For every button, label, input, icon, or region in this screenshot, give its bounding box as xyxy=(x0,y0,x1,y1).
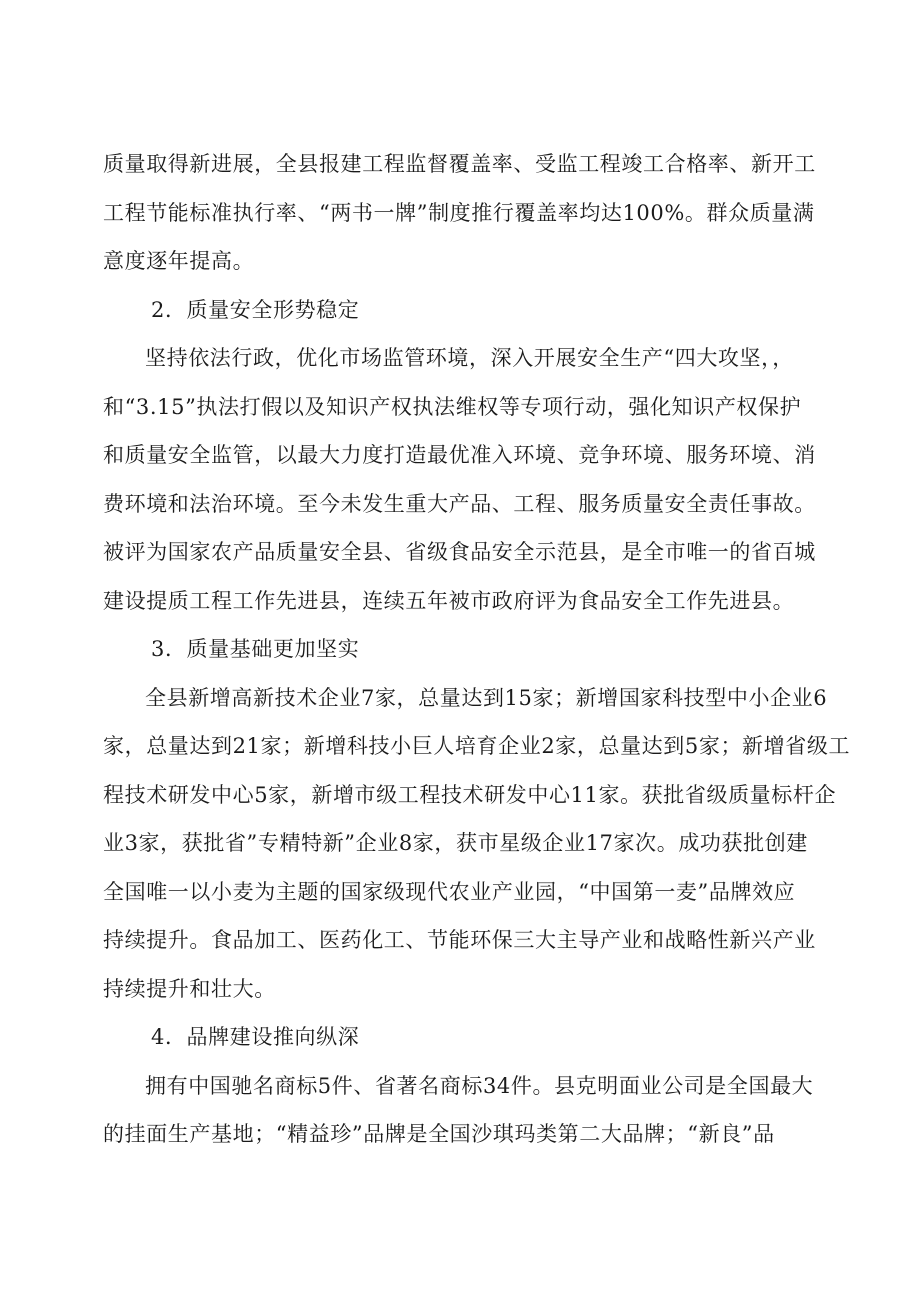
paragraph-line: 建设提质工程工作先进县，连续五年被市政府评为食品安全工作先进县。 xyxy=(103,588,795,613)
paragraph-line: 全县新增高新技术企业7家，总量达到15家；新增国家科技型中小企业6 xyxy=(145,685,828,710)
section-heading: 3．质量基础更加坚实 xyxy=(151,637,360,661)
paragraph-line: 意度逐年提高。 xyxy=(103,249,255,273)
document-body xyxy=(103,146,851,1165)
paragraph-line: 的挂面生产基地；“精益珍”品牌是全国沙琪玛类第二大品牌；“新良”品 xyxy=(103,1122,775,1146)
paragraph-line: 坚持依法行政，优化市场监管环境，深入开展安全生产“四大攻坚，， xyxy=(145,346,794,370)
paragraph-line: 业3家，获批省”专精特新”企业8家，获市星级企业17家次。成功获批创建 xyxy=(103,831,808,855)
section-heading: 2．质量安全形势稳定 xyxy=(151,297,360,322)
paragraph-line: 全国唯一以小麦为主题的国家级现代农业产业园，“中国第一麦”品牌效应 xyxy=(103,879,796,904)
paragraph-line: 被评为国家农产品质量安全县、省级食品安全示范县，是全市唯一的省百城 xyxy=(103,540,816,564)
paragraph-line: 持续提升和壮大。 xyxy=(103,976,276,1001)
paragraph-line: 持续提升。食品加工、医药化工、节能环保三大主导产业和战略性新兴产业 xyxy=(103,928,816,952)
paragraph-line: 质量取得新进展，全县报建工程监督覆盖率、受监工程竣工合格率、新开工 xyxy=(103,152,816,176)
paragraph-line: 程技术研发中心5家，新增市级工程技术研发中心11家。获批省级质量标杆企 xyxy=(103,782,837,807)
paragraph-line: 费环境和法治环境。至今未发生重大产品、工程、服务质量安全责任事故。 xyxy=(103,491,816,516)
paragraph-line: 拥有中国驰名商标5件、省著名商标34件。县克明面业公司是全国最大 xyxy=(145,1073,814,1098)
paragraph-line: 工程节能标准执行率、“两书一牌”制度推行覆盖率均达100%。群众质量满 xyxy=(103,200,815,225)
paragraph-line: 和“3.15”执法打假以及知识产权执法维权等专项行动，强化知识产权保护 xyxy=(103,394,802,419)
paragraph-line: 家，总量达到21家；新增科技小巨人培育企业2家，总量达到5家；新增省级工 xyxy=(103,734,851,758)
paragraph-line: 和质量安全监管，以最大力度打造最优准入环境、竞争环境、服务环境、消 xyxy=(103,443,816,467)
section-heading: 4．品牌建设推向纵深 xyxy=(151,1025,360,1049)
